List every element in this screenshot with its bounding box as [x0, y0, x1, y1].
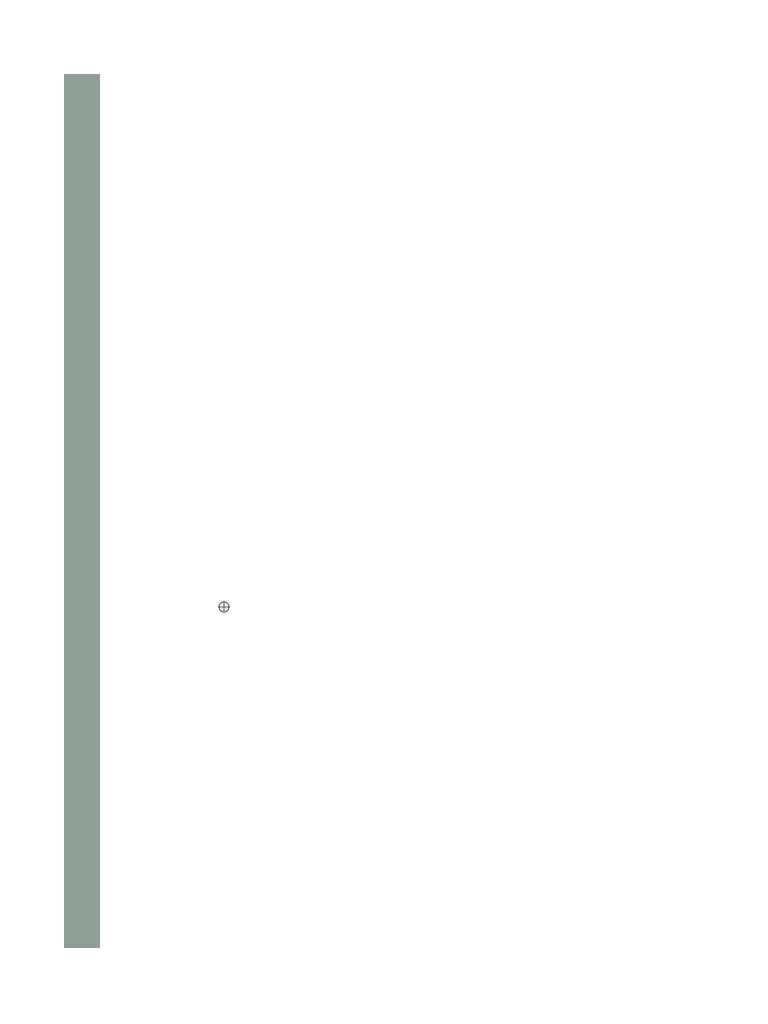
side-accent-band [64, 74, 100, 948]
registration-mark-icon [218, 601, 230, 613]
heukelom-chart [208, 150, 668, 890]
